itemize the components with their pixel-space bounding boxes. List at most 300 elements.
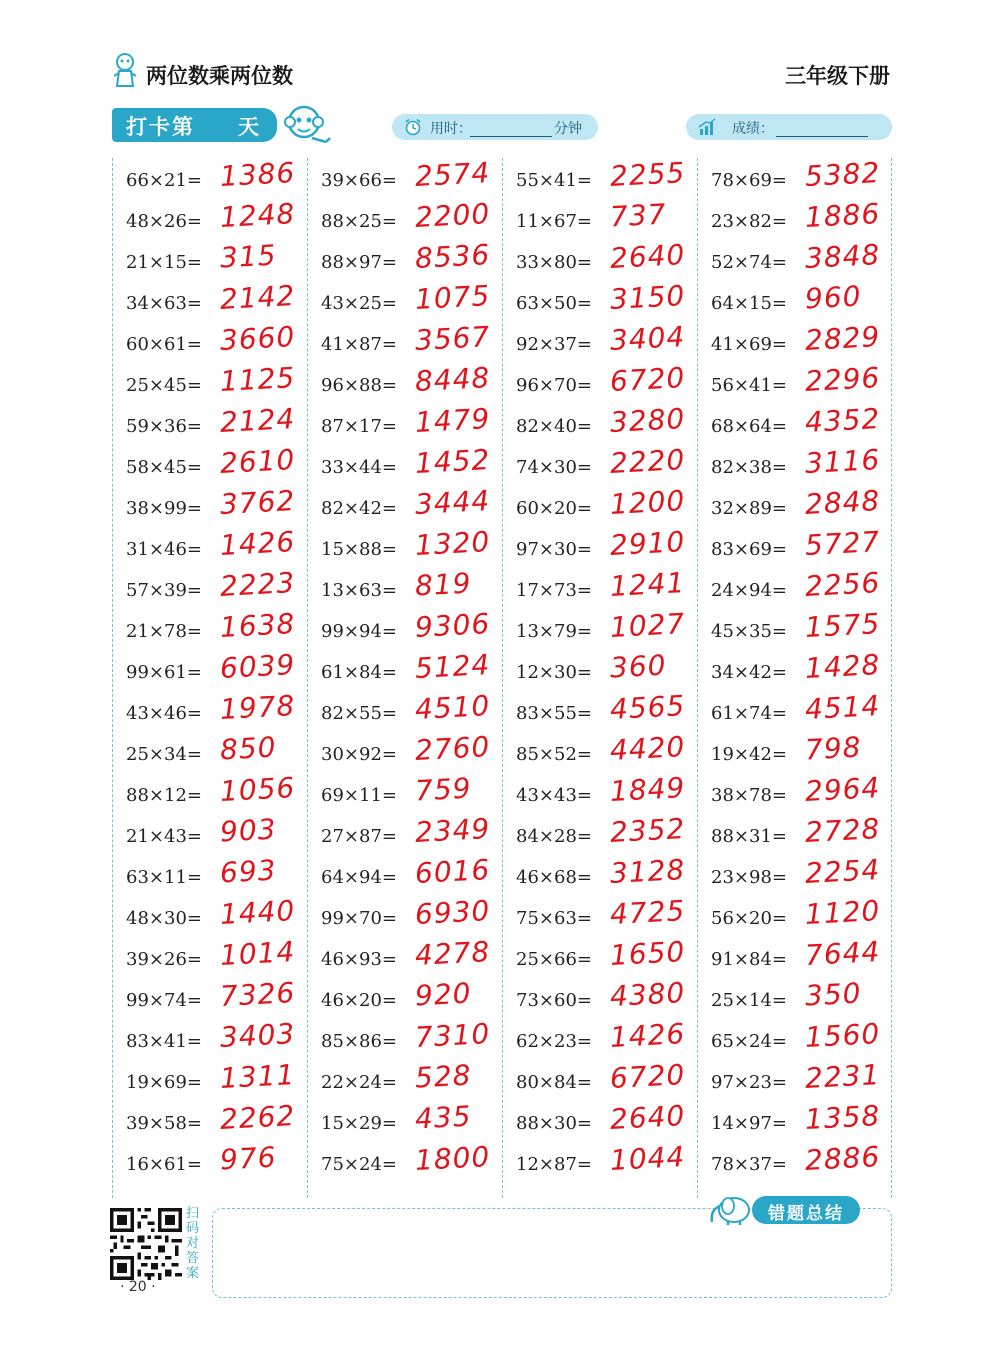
problem-row — [116, 1142, 306, 1183]
handwritten-answer[interactable]: 1358 — [804, 1099, 882, 1136]
problem-expression: 82×40= — [516, 416, 592, 437]
handwritten-answer[interactable]: 1650 — [609, 935, 687, 972]
problem-row — [506, 240, 696, 281]
qr-code-icon[interactable] — [110, 1208, 182, 1280]
problem-expression: 56×20= — [711, 908, 787, 929]
problem-row — [506, 1060, 696, 1101]
problem-row — [506, 363, 696, 404]
problem-expression: 39×26= — [126, 949, 202, 970]
handwritten-answer[interactable]: 2254 — [804, 853, 882, 890]
handwritten-answer[interactable]: 1386 — [219, 156, 297, 193]
problem-expression: 88×30= — [516, 1113, 592, 1134]
problem-expression: 22×24= — [321, 1072, 397, 1093]
problem-row — [506, 937, 696, 978]
problem-expression: 58×45= — [126, 457, 202, 478]
handwritten-answer[interactable]: 1638 — [219, 607, 297, 644]
problem-expression: 99×94= — [321, 621, 397, 642]
problem-expression: 34×63= — [126, 293, 202, 314]
checkin-label: 打卡第 — [126, 115, 195, 139]
problem-row — [311, 1142, 501, 1183]
problem-row — [311, 1101, 501, 1142]
problem-expression: 46×20= — [321, 990, 397, 1011]
problem-expression: 12×87= — [516, 1154, 592, 1175]
problem-row — [116, 609, 306, 650]
page-title: 两位数乘两位数 — [146, 64, 293, 88]
problem-expression: 82×38= — [711, 457, 787, 478]
problem-row — [506, 445, 696, 486]
problem-row — [311, 404, 501, 445]
handwritten-answer[interactable]: 693 — [219, 853, 278, 890]
problem-row — [311, 732, 501, 773]
problem-expression: 61×74= — [711, 703, 787, 724]
problem-expression: 99×61= — [126, 662, 202, 683]
problem-expression: 65×24= — [711, 1031, 787, 1052]
problem-expression: 66×21= — [126, 170, 202, 191]
problem-expression: 78×69= — [711, 170, 787, 191]
handwritten-answer[interactable]: 3280 — [609, 402, 687, 439]
problem-expression: 41×87= — [321, 334, 397, 355]
problem-expression: 88×97= — [321, 252, 397, 273]
score-label: 成绩： — [732, 121, 774, 137]
handwritten-answer[interactable]: 5727 — [804, 525, 882, 562]
problem-row — [701, 240, 891, 281]
problem-row — [311, 609, 501, 650]
problem-row — [506, 609, 696, 650]
problem-expression: 17×73= — [516, 580, 592, 601]
problem-row — [116, 363, 306, 404]
handwritten-answer[interactable]: 4278 — [414, 935, 492, 972]
handwritten-answer[interactable]: 4510 — [414, 689, 492, 726]
problem-expression: 82×42= — [321, 498, 397, 519]
problem-expression: 16×61= — [126, 1154, 202, 1175]
handwritten-answer[interactable]: 2886 — [804, 1140, 882, 1177]
handwritten-answer[interactable]: 4352 — [804, 402, 882, 439]
handwritten-answer[interactable]: 315 — [219, 238, 278, 275]
problem-expression: 48×30= — [126, 908, 202, 929]
problem-row — [701, 691, 891, 732]
handwritten-answer[interactable]: 2640 — [609, 1099, 687, 1136]
problem-expression: 52×74= — [711, 252, 787, 273]
problem-expression: 25×34= — [126, 744, 202, 765]
problem-row — [311, 650, 501, 691]
problem-row — [116, 855, 306, 896]
problem-row — [116, 486, 306, 527]
handwritten-answer[interactable]: 6720 — [609, 361, 687, 398]
problem-row — [506, 1142, 696, 1183]
checkin-banner — [112, 108, 277, 142]
handwritten-answer[interactable]: 2964 — [804, 771, 882, 808]
handwritten-answer[interactable]: 2910 — [609, 525, 687, 562]
problem-expression: 43×25= — [321, 293, 397, 314]
handwritten-answer[interactable]: 6720 — [609, 1058, 687, 1095]
problem-expression: 15×29= — [321, 1113, 397, 1134]
problem-column-4 — [701, 158, 891, 1198]
mascot-logo-icon — [110, 52, 140, 88]
handwritten-answer[interactable]: 1120 — [804, 894, 882, 931]
problem-row — [311, 363, 501, 404]
problem-expression: 25×45= — [126, 375, 202, 396]
handwritten-answer[interactable]: 2223 — [219, 566, 297, 603]
problem-row — [506, 199, 696, 240]
handwritten-answer[interactable]: 2574 — [414, 156, 492, 193]
problem-row — [701, 199, 891, 240]
problem-row — [311, 691, 501, 732]
page-header — [110, 50, 890, 100]
handwritten-answer[interactable]: 2142 — [219, 279, 297, 316]
handwritten-answer[interactable]: 1426 — [609, 1017, 687, 1054]
handwritten-answer[interactable]: 2296 — [804, 361, 882, 398]
problem-row — [701, 773, 891, 814]
problem-expression: 82×55= — [321, 703, 397, 724]
problem-row — [701, 609, 891, 650]
problem-row — [311, 1019, 501, 1060]
handwritten-answer[interactable]: 1452 — [414, 443, 492, 480]
problem-expression: 21×43= — [126, 826, 202, 847]
problem-expression: 68×64= — [711, 416, 787, 437]
handwritten-answer[interactable]: 7644 — [804, 935, 882, 972]
problem-row — [506, 158, 696, 199]
handwritten-answer[interactable]: 1479 — [414, 402, 492, 439]
column-divider — [112, 158, 113, 1198]
handwritten-answer[interactable]: 850 — [219, 730, 278, 767]
checkin-day-label: 天 — [238, 115, 259, 139]
problem-row — [506, 322, 696, 363]
problem-expression: 55×41= — [516, 170, 592, 191]
handwritten-answer[interactable]: 1027 — [609, 607, 687, 644]
problem-column-1 — [116, 158, 306, 1198]
handwritten-answer[interactable]: 3404 — [609, 320, 687, 357]
handwritten-answer[interactable]: 1849 — [609, 771, 687, 808]
problem-expression: 61×84= — [321, 662, 397, 683]
handwritten-answer[interactable]: 3403 — [219, 1017, 297, 1054]
problem-expression: 46×68= — [516, 867, 592, 888]
handwritten-answer[interactable]: 3762 — [219, 484, 297, 521]
handwritten-answer[interactable]: 3567 — [414, 320, 492, 357]
score-field — [686, 114, 892, 140]
handwritten-answer[interactable]: 1200 — [609, 484, 687, 521]
handwritten-answer[interactable]: 1044 — [609, 1140, 687, 1177]
handwritten-answer[interactable]: 1800 — [414, 1140, 492, 1177]
problem-row — [311, 158, 501, 199]
handwritten-answer[interactable]: 3128 — [609, 853, 687, 890]
handwritten-answer[interactable]: 350 — [804, 976, 863, 1013]
problem-row — [506, 1101, 696, 1142]
problem-expression: 39×66= — [321, 170, 397, 191]
handwritten-answer[interactable]: 1248 — [219, 197, 297, 234]
problem-expression: 64×94= — [321, 867, 397, 888]
problem-expression: 21×15= — [126, 252, 202, 273]
problem-row — [701, 650, 891, 691]
handwritten-answer[interactable]: 5382 — [804, 156, 882, 193]
handwritten-answer[interactable]: 903 — [219, 812, 278, 849]
handwritten-answer[interactable]: 1241 — [609, 566, 687, 603]
handwritten-answer[interactable]: 2349 — [414, 812, 492, 849]
time-blank-line[interactable] — [470, 136, 552, 137]
problem-row — [701, 158, 891, 199]
handwritten-answer[interactable]: 2255 — [609, 156, 687, 193]
problem-row — [311, 814, 501, 855]
monkey-mascot-icon — [282, 102, 332, 148]
problem-expression: 88×25= — [321, 211, 397, 232]
elephant-mascot-icon — [706, 1192, 754, 1226]
problem-row — [506, 404, 696, 445]
handwritten-answer[interactable]: 3150 — [609, 279, 687, 316]
problem-expression: 25×14= — [711, 990, 787, 1011]
handwritten-answer[interactable]: 2760 — [414, 730, 492, 767]
handwritten-answer[interactable]: 8448 — [414, 361, 492, 398]
handwritten-answer[interactable]: 976 — [219, 1140, 278, 1177]
handwritten-answer[interactable]: 2728 — [804, 812, 882, 849]
problem-row — [506, 527, 696, 568]
problem-row — [116, 978, 306, 1019]
handwritten-answer[interactable]: 759 — [414, 771, 473, 808]
problem-expression: 33×44= — [321, 457, 397, 478]
handwritten-answer[interactable]: 6930 — [414, 894, 492, 931]
handwritten-answer[interactable]: 1014 — [219, 935, 297, 972]
handwritten-answer[interactable]: 2262 — [219, 1099, 297, 1136]
column-divider — [502, 158, 503, 1198]
problem-row — [116, 199, 306, 240]
problem-expression: 13×63= — [321, 580, 397, 601]
problem-row — [506, 281, 696, 322]
handwritten-answer[interactable]: 4380 — [609, 976, 687, 1013]
handwritten-answer[interactable]: 5124 — [414, 648, 492, 685]
problem-expression: 11×67= — [516, 211, 592, 232]
handwritten-answer[interactable]: 2256 — [804, 566, 882, 603]
problem-expression: 33×80= — [516, 252, 592, 273]
error-summary-label: 错题总结 — [768, 1204, 844, 1224]
time-label: 用时： — [430, 121, 472, 137]
problem-expression: 48×26= — [126, 211, 202, 232]
handwritten-answer[interactable]: 2829 — [804, 320, 882, 357]
problem-row — [311, 568, 501, 609]
problem-row — [701, 1060, 891, 1101]
bar-chart-icon — [698, 118, 716, 136]
handwritten-answer[interactable]: 435 — [414, 1099, 473, 1136]
problem-row — [506, 896, 696, 937]
problem-expression: 63×50= — [516, 293, 592, 314]
handwritten-answer[interactable]: 8536 — [414, 238, 492, 275]
problem-row — [701, 896, 891, 937]
handwritten-answer[interactable]: 1426 — [219, 525, 297, 562]
handwritten-answer[interactable]: 1440 — [219, 894, 297, 931]
problem-row — [116, 896, 306, 937]
problem-row — [311, 281, 501, 322]
problem-row — [506, 1019, 696, 1060]
problem-row — [311, 896, 501, 937]
problem-row — [311, 937, 501, 978]
handwritten-answer[interactable]: 360 — [609, 648, 668, 685]
problem-expression: 32×89= — [711, 498, 787, 519]
problem-row — [311, 1060, 501, 1101]
problem-expression: 23×98= — [711, 867, 787, 888]
problem-row — [116, 773, 306, 814]
problem-expression: 15×88= — [321, 539, 397, 560]
problem-expression: 80×84= — [516, 1072, 592, 1093]
problem-expression: 21×78= — [126, 621, 202, 642]
score-blank-line[interactable] — [776, 136, 868, 137]
problem-row — [701, 732, 891, 773]
problem-expression: 83×69= — [711, 539, 787, 560]
problem-row — [116, 1101, 306, 1142]
handwritten-answer[interactable]: 7310 — [414, 1017, 492, 1054]
problem-expression: 31×46= — [126, 539, 202, 560]
problem-expression: 60×20= — [516, 498, 592, 519]
handwritten-answer[interactable]: 2640 — [609, 238, 687, 275]
problem-expression: 56×41= — [711, 375, 787, 396]
handwritten-answer[interactable]: 1575 — [804, 607, 882, 644]
problem-expression: 23×82= — [711, 211, 787, 232]
problem-expression: 96×70= — [516, 375, 592, 396]
handwritten-answer[interactable]: 3444 — [414, 484, 492, 521]
handwritten-answer[interactable]: 3848 — [804, 238, 882, 275]
problem-expression: 62×23= — [516, 1031, 592, 1052]
handwritten-answer[interactable]: 2848 — [804, 484, 882, 521]
handwritten-answer[interactable]: 528 — [414, 1058, 473, 1095]
problem-row — [116, 404, 306, 445]
problem-expression: 45×35= — [711, 621, 787, 642]
problem-expression: 25×66= — [516, 949, 592, 970]
handwritten-answer[interactable]: 737 — [609, 197, 668, 234]
problem-row — [116, 527, 306, 568]
problem-row — [506, 855, 696, 896]
problem-expression: 85×52= — [516, 744, 592, 765]
handwritten-answer[interactable]: 2610 — [219, 443, 297, 480]
page-number: · 20 · — [120, 1279, 156, 1295]
handwritten-answer[interactable]: 4514 — [804, 689, 882, 726]
problem-row — [701, 363, 891, 404]
handwritten-answer[interactable]: 3660 — [219, 320, 297, 357]
problem-expression: 64×15= — [711, 293, 787, 314]
problem-row — [701, 486, 891, 527]
alarm-clock-icon — [404, 118, 422, 136]
handwritten-answer[interactable]: 1125 — [219, 361, 297, 398]
problem-expression: 60×61= — [126, 334, 202, 355]
handwritten-answer[interactable]: 1428 — [804, 648, 882, 685]
problem-row — [311, 322, 501, 363]
problem-expression: 38×78= — [711, 785, 787, 806]
problem-expression: 43×46= — [126, 703, 202, 724]
problem-expression: 83×41= — [126, 1031, 202, 1052]
problem-column-2 — [311, 158, 501, 1198]
column-divider — [697, 158, 698, 1198]
problem-expression: 38×99= — [126, 498, 202, 519]
problem-row — [116, 1019, 306, 1060]
handwritten-answer[interactable]: 1886 — [804, 197, 882, 234]
problem-expression: 88×31= — [711, 826, 787, 847]
problem-expression: 83×55= — [516, 703, 592, 724]
handwritten-answer[interactable]: 3116 — [804, 443, 882, 480]
error-summary-tag — [752, 1196, 860, 1224]
problem-row — [311, 527, 501, 568]
problem-row — [701, 322, 891, 363]
problem-row — [506, 773, 696, 814]
handwritten-answer[interactable]: 1311 — [219, 1058, 297, 1095]
grade-label: 三年级下册 — [785, 64, 890, 88]
column-divider — [891, 158, 892, 1198]
problem-expression: 97×30= — [516, 539, 592, 560]
problem-row — [116, 281, 306, 322]
problem-row — [116, 691, 306, 732]
handwritten-answer[interactable]: 1075 — [414, 279, 492, 316]
problem-expression: 27×87= — [321, 826, 397, 847]
handwritten-answer[interactable]: 1978 — [219, 689, 297, 726]
handwritten-answer[interactable]: 1056 — [219, 771, 297, 808]
problem-row — [701, 978, 891, 1019]
problem-column-3 — [506, 158, 696, 1198]
problem-expression: 19×69= — [126, 1072, 202, 1093]
handwritten-answer[interactable]: 6039 — [219, 648, 297, 685]
problem-expression: 97×23= — [711, 1072, 787, 1093]
problem-expression: 14×97= — [711, 1113, 787, 1134]
handwritten-answer[interactable]: 4725 — [609, 894, 687, 931]
handwritten-answer[interactable]: 2124 — [219, 402, 297, 439]
problem-expression: 69×11= — [321, 785, 397, 806]
handwritten-answer[interactable]: 2231 — [804, 1058, 882, 1095]
problem-row — [701, 568, 891, 609]
problem-row — [701, 855, 891, 896]
problem-expression: 43×43= — [516, 785, 592, 806]
problem-row — [116, 732, 306, 773]
handwritten-answer[interactable]: 819 — [414, 566, 473, 603]
problem-row — [116, 158, 306, 199]
handwritten-answer[interactable]: 960 — [804, 279, 863, 316]
problem-row — [116, 937, 306, 978]
handwritten-answer[interactable]: 9306 — [414, 607, 492, 644]
problem-expression: 75×24= — [321, 1154, 397, 1175]
problem-row — [701, 404, 891, 445]
problem-row — [311, 199, 501, 240]
handwritten-answer[interactable]: 2352 — [609, 812, 687, 849]
problem-row — [701, 937, 891, 978]
problem-expression: 73×60= — [516, 990, 592, 1011]
problem-row — [506, 978, 696, 1019]
handwritten-answer[interactable]: 1560 — [804, 1017, 882, 1054]
handwritten-answer[interactable]: 6016 — [414, 853, 492, 890]
handwritten-answer[interactable]: 1320 — [414, 525, 492, 562]
problem-row — [311, 773, 501, 814]
handwritten-answer[interactable]: 920 — [414, 976, 473, 1013]
problem-row — [506, 486, 696, 527]
problem-row — [311, 240, 501, 281]
handwritten-answer[interactable]: 7326 — [219, 976, 297, 1013]
problem-row — [506, 568, 696, 609]
handwritten-answer[interactable]: 2200 — [414, 197, 492, 234]
handwritten-answer[interactable]: 4565 — [609, 689, 687, 726]
problem-expression: 87×17= — [321, 416, 397, 437]
problem-row — [701, 1142, 891, 1183]
problem-expression: 78×37= — [711, 1154, 787, 1175]
problem-expression: 12×30= — [516, 662, 592, 683]
problem-row — [701, 1101, 891, 1142]
handwritten-answer[interactable]: 798 — [804, 730, 863, 767]
problem-row — [116, 240, 306, 281]
problem-row — [506, 650, 696, 691]
problem-expression: 63×11= — [126, 867, 202, 888]
problem-row — [311, 486, 501, 527]
problem-row — [116, 650, 306, 691]
handwritten-answer[interactable]: 4420 — [609, 730, 687, 767]
problem-row — [116, 814, 306, 855]
problem-row — [116, 1060, 306, 1101]
problem-expression: 99×70= — [321, 908, 397, 929]
problem-expression: 91×84= — [711, 949, 787, 970]
problem-row — [311, 855, 501, 896]
problem-expression: 75×63= — [516, 908, 592, 929]
problem-row — [116, 568, 306, 609]
handwritten-answer[interactable]: 2220 — [609, 443, 687, 480]
problem-row — [116, 322, 306, 363]
